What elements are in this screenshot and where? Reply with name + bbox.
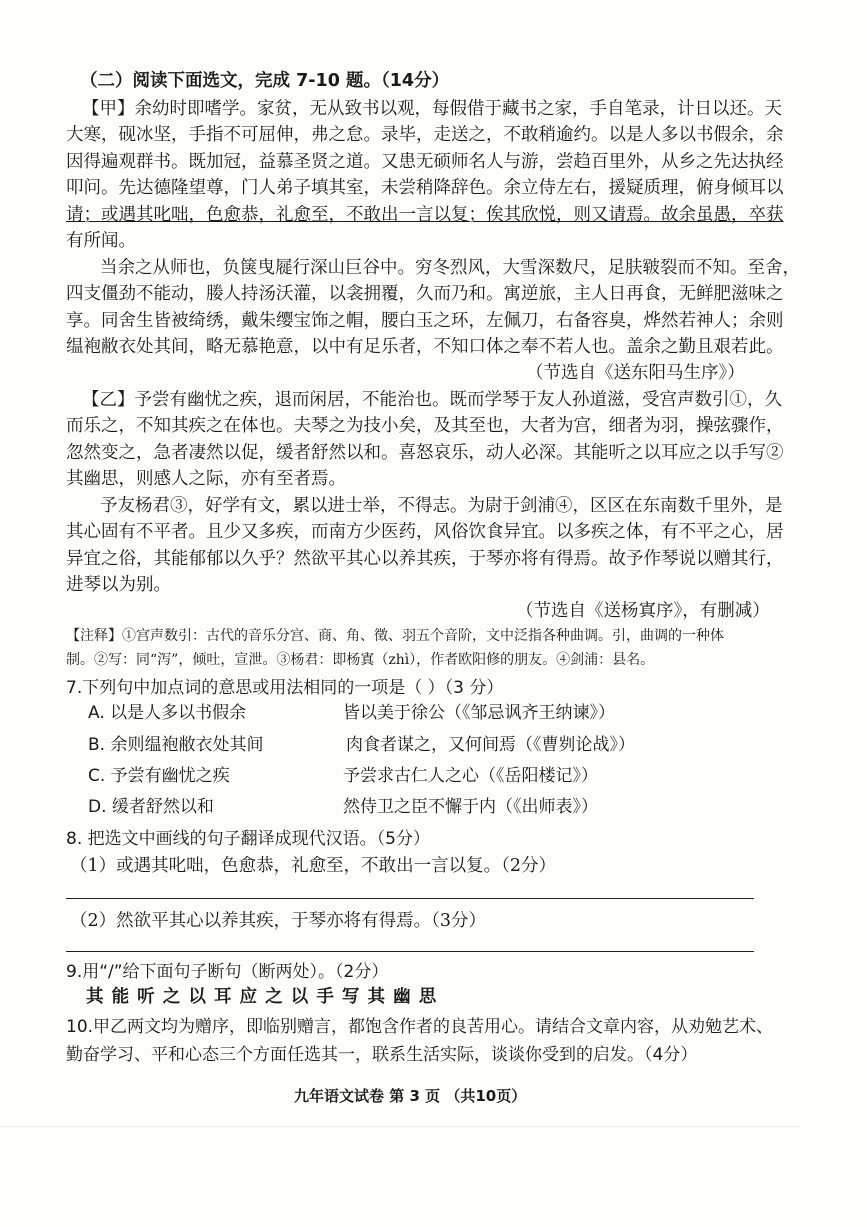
q7-option-a-left: A. 以是人多以书假余 — [88, 703, 247, 723]
bottom-divider — [0, 1126, 800, 1127]
jia-source: （节选自《送东阳马生序》） — [526, 363, 745, 383]
yi-line-6: 其心固有不平者。且少又多疾，而南方少医药，风俗饮食异宜。以多疾之体，有不平之心，居 — [66, 522, 784, 542]
q8-answer-line-1[interactable] — [66, 898, 754, 899]
q7-option-a-right: 皆以美于徐公（《邹忌讽齐王纳谏》） — [343, 703, 615, 723]
q8-sub1: （1）或遇其叱咄，色愈恭，礼愈至，不敢出一言以复。（2分） — [70, 856, 557, 876]
jia-line-10: 缊袍敝衣处其间，略无慕艳意，以中有足乐者，不知口体之奉不若人也。盖余之勤且艰若此。 — [66, 337, 784, 357]
q7-option-c-right: 予尝求古仁人之心（《岳阳楼记》） — [343, 766, 598, 786]
jia-line-4: 叩问。先达德隆望尊，门人弟子填其室，未尝稍降辞色。余立侍左右，援疑质理，俯身倾耳以 — [66, 178, 784, 198]
jia-line-1: 【甲】余幼时即嗜学。家贫，无从致书以观，每假借于藏书之家，手自笔录，计日以还。天 — [82, 99, 782, 119]
q8-sub2: （2）然欲平其心以养其疾，于琴亦将有得焉。（3分） — [70, 911, 487, 931]
q7-option-d-left: D. 缓者舒然以和 — [88, 797, 214, 817]
q10-line-1: 10.甲乙两文均为赠序，即临别赠言，都饱含作者的良苦用心。请结合文章内容，从劝勉艺术、 — [66, 1017, 774, 1037]
q9-sentence: 其 能 听 之 以 耳 应 之 以 手 写 其 幽 思 — [86, 987, 438, 1007]
section-title: （二）阅读下面选文，完成 7-10 题。（14分） — [80, 71, 450, 91]
page-footer: 九年语文试卷 第 3 页 （共10页） — [294, 1087, 527, 1105]
jia-line-3: 因得遍观群书。既加冠，益慕圣贤之道。又患无硕师名人与游，尝趋百里外，从乡之先达执经 — [66, 152, 784, 172]
jia-line-7: 当余之从师也，负箧曳屣行深山巨谷中。穷冬烈风，大雪深数尺，足肤皲裂而不知。至舍， — [100, 258, 800, 278]
yi-line-4: 其幽思，则感人之际，亦有至者焉。 — [66, 469, 346, 489]
jia-line-5-underlined: 请；或遇其叱咄，色愈恭，礼愈至，不敢出一言以复；俟其欣悦，则又请焉。故余虽愚，卒获 — [66, 205, 784, 225]
yi-line-2: 而乐之，不知其疾之在体也。夫琴之为技小矣，及其至也，大者为宫，细者为羽，操弦骤作， — [66, 416, 784, 436]
yi-line-1: 【乙】予尝有幽忧之疾，退而闲居，不能治也。既而学琴于友人孙道滋，受宫声数引①，久 — [82, 390, 782, 410]
q7-option-d-right: 然侍卫之臣不懈于内（《出师表》） — [343, 797, 598, 817]
q7-option-c-left: C. 予尝有幽忧之疾 — [88, 766, 230, 786]
q8-answer-line-2[interactable] — [66, 951, 754, 952]
notes-line-2: 制。②写：同“泻”，倾吐，宣泄。③杨君：即杨寘（zhì），作者欧阳修的朋友。④剑浦：县名。 — [66, 652, 655, 668]
yi-line-7: 异宜之俗，其能郁郁以久乎？然欲平其心以养其疾，于琴亦将有得焉。故予作琴说以赠其行， — [66, 549, 784, 569]
q9-stem: 9.用“/”给下面句子断句（断两处）。（2分） — [66, 962, 389, 982]
jia-line-9: 享。同舍生皆被绮绣，戴朱缨宝饰之帽，腰白玉之环，左佩刀，右备容臭，烨然若神人；余则 — [66, 311, 784, 331]
jia-line-8: 四支僵劲不能动，媵人持汤沃灌，以衾拥覆，久而乃和。寓逆旅，主人日再食，无鲜肥滋味之 — [66, 284, 784, 304]
yi-line-5: 予友杨君③，好学有文，累以进士举，不得志。为尉于剑浦④，区区在东南数千里外，是 — [100, 496, 783, 516]
q7-option-b-right: 肉食者谋之，又何间焉（《曹刿论战》） — [346, 735, 635, 755]
yi-line-3: 忽然变之，急者凄然以促，缓者舒然以和。喜怒哀乐，动人必深。其能听之以耳应之以手写② — [66, 443, 784, 463]
jia-line-6: 有所闻。 — [66, 231, 136, 251]
jia-line-2: 大寒，砚冰坚，手指不可屈伸，弗之怠。录毕，走送之，不敢稍逾约。以是人多以书假余，余 — [66, 125, 784, 145]
yi-source: （节选自《送杨寘序》，有删减） — [516, 601, 770, 621]
q8-stem: 8. 把选文中画线的句子翻译成现代汉语。（5分） — [66, 829, 430, 849]
q7-stem: 7.下列句中加点词的意思或用法相同的一项是（ ）（3 分） — [66, 678, 504, 698]
notes-line-1: 【注释】①宫声数引：古代的音乐分宫、商、角、徵、羽五个音阶，文中泛指各种曲调。引，曲调的一种体 — [66, 628, 724, 644]
yi-line-8: 进琴以为别。 — [66, 575, 171, 595]
q7-option-b-left: B. 余则缊袍敝衣处其间 — [88, 735, 264, 755]
q10-line-2: 勤奋学习、平和心态三个方面任选其一，联系生活实际，谈谈你受到的启发。（4分） — [66, 1045, 698, 1065]
